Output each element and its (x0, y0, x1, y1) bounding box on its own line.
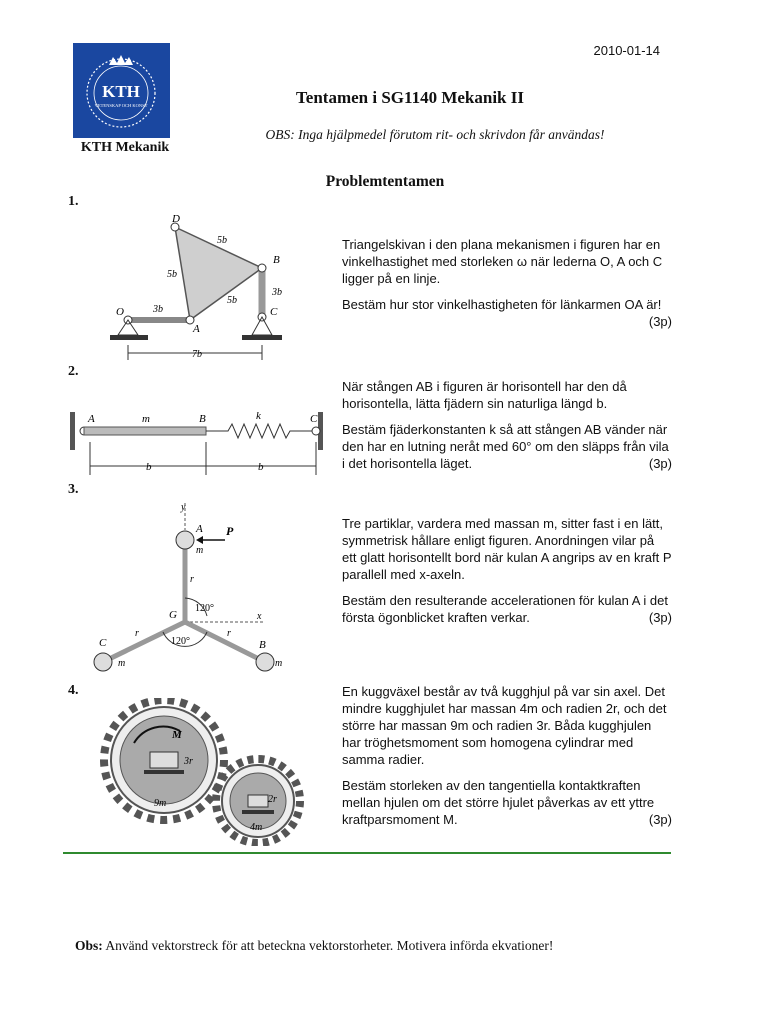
fig3-label-angle1: 120° (195, 603, 214, 614)
problem-2-question: Bestäm fjäderkonstanten k så att stången AB vänder när den har en lutning neråt med 60° om den släpps från vila i det horisontella läget. (3p) (342, 422, 672, 471)
problem-4-text (342, 683, 672, 837)
fig1-label-7b: 7b (192, 349, 202, 360)
fig3-label-r3: r (227, 628, 231, 639)
divider-rule (63, 852, 671, 854)
fig3-label-r2: r (135, 628, 139, 639)
footer-text: Använd vektorstreck för att beteckna vektorstorheter. Motivera införda ekvationer! (105, 938, 554, 953)
footer-note (75, 938, 685, 954)
fig1-label-b: B (273, 254, 280, 266)
fig3-label-a: A (196, 523, 203, 535)
problem-2-text (342, 378, 672, 481)
problem-3-question: Bestäm den resulterande accelerationen för kulan A i det första ögonblicket kraften verkar. (3p) (342, 593, 672, 625)
fig3-label-y: y (181, 502, 186, 513)
fig3-label-b: B (259, 639, 266, 651)
fig2-label-c: C (310, 413, 318, 425)
problem-4-question: Bestäm storleken av den tangentiella kontaktkraften mellan hjulen om det större hjulet påverkas av ett yttre kraftparsmoment M. (3p) (342, 778, 672, 827)
problem-3-number: 3. (68, 482, 79, 497)
problem-1-number: 1. (68, 194, 79, 209)
obs-notice: OBS: Inga hjälpmedel förutom rit- och skrivdon får användas! (265, 127, 605, 142)
problem-4-number: 4. (68, 683, 79, 698)
section-heading: Problemtentamen (325, 173, 445, 190)
problem-3-text (342, 515, 672, 635)
figure-3-particles (85, 498, 290, 676)
logo-kth-text: KTH (102, 82, 140, 101)
fig2-label-b2: b (258, 461, 264, 473)
problem-2-points: (3p) (648, 456, 672, 471)
kth-logo-graphic (73, 43, 170, 138)
fig3-label-g: G (169, 609, 177, 621)
problem-1-question: Bestäm hur stor vinkelhastigheten för länkarmen OA är! (3p) (342, 297, 672, 329)
fig4-label-9m: 9m (154, 798, 167, 809)
fig2-label-b: B (199, 413, 206, 425)
fig1-label-5b-top: 5b (217, 235, 227, 246)
fig3-label-m-b: m (275, 658, 283, 669)
problem-4-statement: En kuggväxel består av två kugghjul på var sin axel. Det mindre kugghjulet har massan 4m och radien 2r, och det större har massan 9m och radien 3r. Båda kugghjulen har tröghetsmoment som homogena cylindrar med samma radier. (342, 684, 667, 767)
fig1-label-c: C (270, 306, 278, 318)
page-title: Tentamen i SG1140 Mekanik II (296, 88, 524, 107)
fig2-label-a: A (88, 413, 95, 425)
fig1-label-3b-oa: 3b (153, 304, 163, 315)
fig2-label-b1: b (146, 461, 152, 473)
fig1-label-3b-bc: 3b (272, 287, 282, 298)
logo-ring-text: VETENSKAP OCH KONST (94, 103, 148, 108)
fig4-label-3r: 3r (184, 756, 193, 767)
problem-3-statement: Tre partiklar, vardera med massan m, sitter fast i en lätt, symmetrisk hållare enligt figuren. Anordningen vilar på ett glatt horisontellt bord när kulan A angrips av en kraft P parallell med x-axeln. (342, 516, 672, 582)
problem-1-statement: Triangelskivan i den plana mekanismen i figuren har en vinkelhastighet med storleken ω när lederna O, A och C ligger på en linje. (342, 237, 663, 286)
fig4-label-2r: 2r (268, 794, 277, 805)
exam-date: 2010-01-14 (593, 43, 660, 58)
kth-logo (73, 43, 170, 138)
fig3-label-r1: r (190, 574, 194, 585)
fig3-label-angle2: 120° (171, 636, 190, 647)
problem-1-text (342, 236, 672, 330)
fig2-label-k: k (256, 410, 261, 422)
logo-caption: KTH Mekanik (80, 140, 170, 155)
figure-4-gears (92, 698, 307, 846)
problem-2-number: 2. (68, 364, 79, 379)
problem-4-points: (3p) (648, 812, 672, 827)
fig1-label-a: A (193, 323, 200, 335)
fig3-label-c: C (99, 637, 107, 649)
fig4-label-m: M (172, 729, 182, 741)
problem-2-statement: När stången AB i figuren är horisontell har den då horisontella, lätta fjädern sin naturliga längd b. (342, 379, 627, 411)
footer-label: Obs: (75, 938, 103, 953)
fig3-label-x: x (257, 611, 262, 622)
figure-2-bar-spring (68, 400, 333, 480)
problem-1-points: (3p) (648, 314, 672, 329)
problem-3-points: (3p) (648, 610, 672, 625)
fig1-label-5b-mid: 5b (227, 295, 237, 306)
fig1-label-o: O (116, 306, 124, 318)
fig1-label-5b-left: 5b (167, 269, 177, 280)
fig1-label-d: D (172, 213, 180, 225)
fig3-label-m-a: m (196, 545, 204, 556)
fig2-label-m: m (142, 413, 150, 425)
fig3-label-m-c: m (118, 658, 126, 669)
fig4-label-4m: 4m (250, 822, 263, 833)
figure-1-mechanism (100, 205, 310, 365)
fig3-label-p: P (226, 524, 234, 538)
